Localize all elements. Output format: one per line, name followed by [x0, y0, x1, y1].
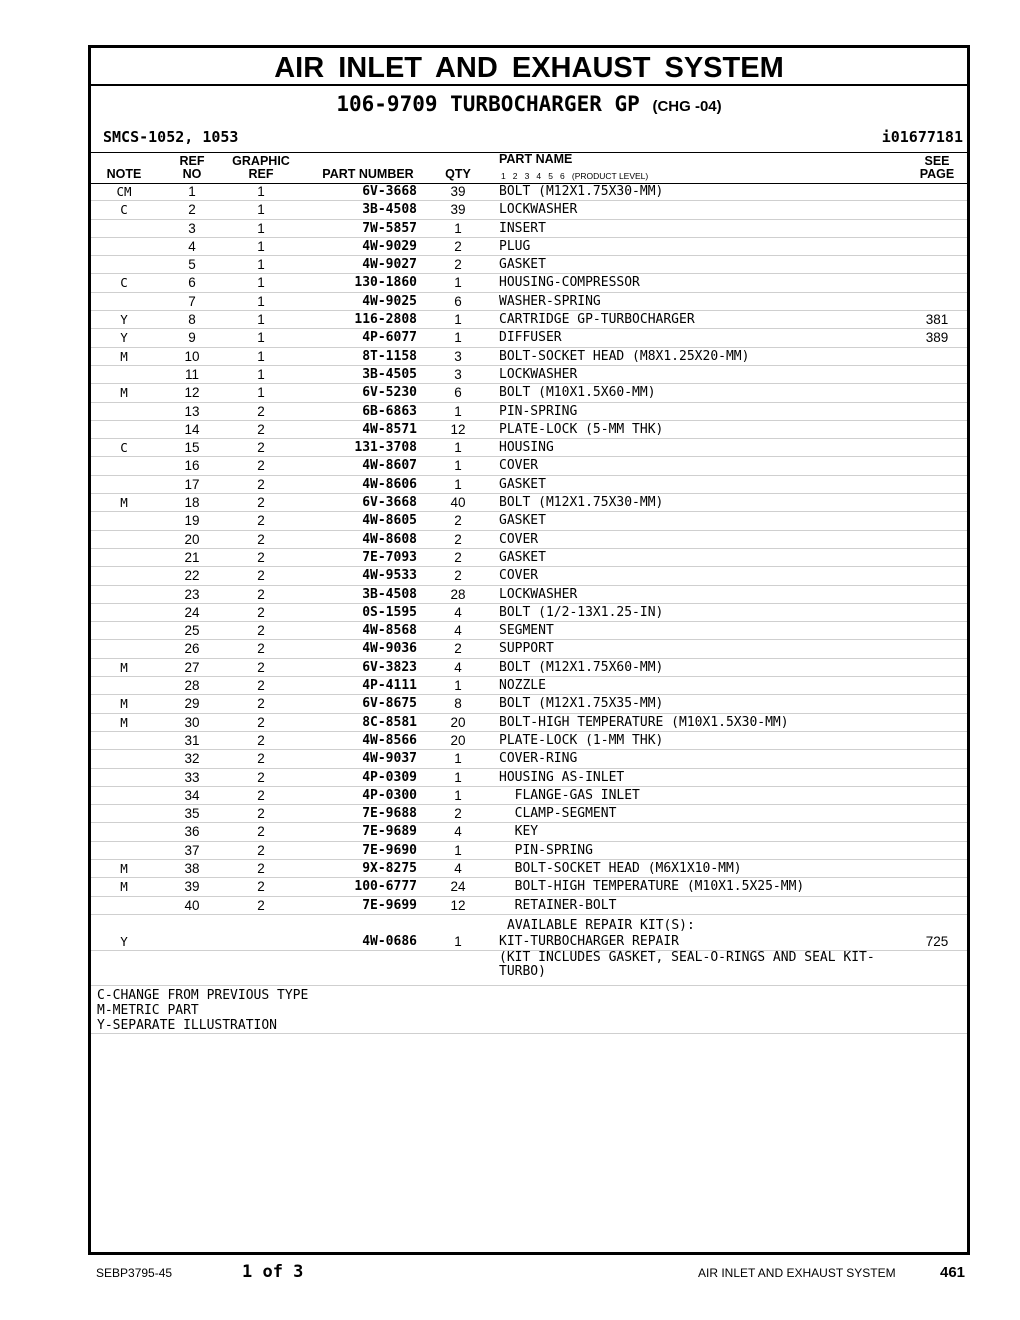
row-ref-no: 11	[184, 366, 199, 382]
row-graphic-ref: 1	[257, 275, 265, 291]
row-qty: 2	[454, 257, 462, 273]
row-part-name: PIN-SPRING	[499, 842, 593, 858]
row-graphic-ref: 1	[257, 293, 265, 309]
row-part-name: KEY	[499, 824, 539, 840]
row-qty: 8	[454, 696, 462, 712]
row-graphic-ref: 1	[257, 184, 265, 199]
row-graphic-ref: 2	[257, 421, 265, 437]
row-graphic-ref: 2	[257, 787, 265, 803]
row-part-name: BOLT (1/2-13X1.25-IN)	[499, 604, 664, 620]
row-qty: 2	[454, 531, 462, 547]
row-part-number: 3B-4508	[362, 202, 417, 218]
row-graphic-ref: 2	[257, 531, 265, 547]
row-part-number: 4W-8608	[362, 531, 417, 547]
row-note: Y	[120, 330, 128, 346]
row-qty: 4	[454, 604, 462, 620]
table-row	[91, 311, 967, 329]
table-row	[91, 366, 967, 384]
table-row	[91, 421, 967, 439]
row-ref-no: 9	[188, 330, 196, 346]
row-qty: 6	[454, 293, 462, 309]
row-part-number: 7E-9688	[362, 806, 417, 822]
row-graphic-ref: 1	[257, 220, 265, 236]
row-part-number: 8C-8581	[362, 714, 417, 730]
table-row	[91, 622, 967, 640]
row-qty: 2	[454, 513, 462, 529]
row-qty: 1	[454, 220, 462, 236]
row-part-name: RETAINER-BOLT	[499, 897, 617, 913]
row-ref-no: 28	[184, 678, 200, 694]
row-ref-no: 1	[188, 184, 196, 199]
group-title	[91, 92, 967, 116]
row-part-number: 4W-8607	[362, 458, 417, 474]
table-row	[91, 805, 967, 823]
row-ref-no: 21	[184, 549, 200, 565]
row-part-number: 4W-9029	[362, 238, 417, 254]
row-qty: 20	[450, 714, 466, 730]
col-graphic-top: GRAPHIC	[232, 154, 290, 168]
row-part-number: 131-3708	[354, 440, 417, 456]
row-part-name: BOLT (M12X1.75X30-MM)	[499, 184, 664, 199]
table-row	[91, 329, 967, 347]
row-graphic-ref: 2	[257, 678, 265, 694]
row-part-name: NOZZLE	[499, 678, 546, 694]
row-ref-no: 8	[188, 312, 196, 328]
row-graphic-ref: 2	[257, 403, 265, 419]
row-part-name: SUPPORT	[499, 641, 554, 657]
row-part-name: INSERT	[499, 220, 546, 236]
footer-sheet: 1 of 3	[242, 1262, 304, 1282]
row-part-number: 4W-9025	[362, 293, 417, 309]
kit-row	[91, 933, 967, 951]
row-part-number: 7E-9690	[362, 842, 417, 858]
row-part-name: CLAMP-SEGMENT	[499, 806, 617, 822]
row-qty: 1	[454, 312, 462, 328]
row-ref-no: 17	[184, 476, 200, 492]
row-graphic-ref: 2	[257, 641, 265, 657]
legend-item: M-METRIC PART	[97, 1003, 199, 1019]
row-graphic-ref: 1	[257, 330, 265, 346]
row-ref-no: 7	[188, 293, 196, 309]
row-ref-no: 22	[184, 568, 200, 584]
row-part-name: SEGMENT	[499, 623, 554, 639]
row-qty: 1	[454, 403, 462, 419]
row-see-page: 389	[925, 330, 949, 346]
table-row	[91, 293, 967, 311]
row-ref-no: 34	[184, 787, 200, 803]
row-note: M	[120, 879, 128, 895]
row-part-number: 4P-0300	[362, 787, 417, 803]
row-part-name: BOLT (M10X1.5X60-MM)	[499, 385, 656, 401]
row-graphic-ref: 2	[257, 604, 265, 620]
kit-description: (KIT INCLUDES GASKET, SEAL-O-RINGS AND SEAL KIT-TURBO)	[499, 950, 875, 980]
row-ref-no: 33	[184, 769, 200, 785]
table-row	[91, 384, 967, 402]
row-part-number: 4W-8606	[362, 476, 417, 492]
row-part-name: HOUSING AS-INLET	[499, 769, 625, 785]
table-row	[91, 640, 967, 658]
row-qty: 6	[454, 385, 462, 401]
table-row	[91, 201, 967, 219]
row-part-number: 130-1860	[354, 275, 417, 291]
row-part-name: COVER-RING	[499, 751, 578, 767]
row-part-number: 6V-5230	[362, 385, 417, 401]
row-part-name: LOCKWASHER	[499, 586, 578, 602]
col-note: NOTE	[106, 167, 142, 181]
row-qty: 12	[450, 421, 466, 437]
row-part-number: 6V-3823	[362, 659, 417, 675]
table-row	[91, 256, 967, 274]
footer-page-number: 461	[940, 1264, 966, 1281]
table-row	[91, 531, 967, 549]
smcs-code: SMCS-1052, 1053	[103, 128, 239, 146]
row-graphic-ref: 2	[257, 751, 265, 767]
row-part-name: HOUSING-COMPRESSOR	[499, 275, 640, 291]
col-ref-bottom: NO	[182, 167, 202, 181]
row-graphic-ref: 2	[257, 860, 265, 876]
row-ref-no: 32	[184, 751, 200, 767]
row-note: M	[120, 714, 128, 730]
table-row	[91, 659, 967, 677]
row-part-name: GASKET	[499, 513, 546, 529]
kit-see-page: 725	[925, 933, 949, 949]
row-ref-no: 35	[184, 806, 200, 822]
row-part-name: WASHER-SPRING	[499, 293, 601, 309]
row-graphic-ref: 2	[257, 879, 265, 895]
kit-heading: AVAILABLE REPAIR KIT(S):	[507, 917, 695, 933]
table-row	[91, 897, 967, 915]
col-see-bottom: PAGE	[919, 167, 955, 181]
table-row	[91, 183, 967, 201]
row-note: Y	[120, 312, 128, 328]
table-row	[91, 787, 967, 805]
row-part-name: BOLT (M12X1.75X60-MM)	[499, 659, 664, 675]
row-qty: 24	[450, 879, 466, 895]
table-row	[91, 348, 967, 366]
table-row	[91, 457, 967, 475]
row-qty: 4	[454, 860, 462, 876]
col-graphic-bottom: REF	[248, 167, 274, 181]
table-header	[91, 152, 967, 184]
row-graphic-ref: 2	[257, 824, 265, 840]
row-part-name: HOUSING	[499, 440, 554, 456]
row-ref-no: 25	[184, 623, 200, 639]
row-graphic-ref: 2	[257, 495, 265, 511]
row-part-name: BOLT (M12X1.75X35-MM)	[499, 696, 664, 712]
row-graphic-ref: 2	[257, 623, 265, 639]
kit-note: Y	[120, 933, 128, 949]
row-graphic-ref: 2	[257, 659, 265, 675]
row-qty: 2	[454, 549, 462, 565]
row-qty: 1	[454, 842, 462, 858]
col-qty: QTY	[445, 167, 471, 181]
row-graphic-ref: 2	[257, 842, 265, 858]
row-part-name: GASKET	[499, 476, 546, 492]
row-part-number: 6V-8675	[362, 696, 417, 712]
row-qty: 1	[454, 678, 462, 694]
table-row	[91, 714, 967, 732]
parts-list	[91, 183, 967, 1034]
table-row	[91, 823, 967, 841]
row-qty: 3	[454, 366, 462, 382]
table-row	[91, 476, 967, 494]
row-qty: 2	[454, 641, 462, 657]
table-row	[91, 220, 967, 238]
table-row	[91, 677, 967, 695]
kit-description-row	[91, 951, 967, 986]
kit-qty: 1	[454, 933, 462, 949]
row-ref-no: 10	[184, 348, 200, 364]
row-qty: 2	[454, 568, 462, 584]
row-graphic-ref: 2	[257, 513, 265, 529]
row-part-number: 4W-8605	[362, 513, 417, 529]
row-part-number: 3B-4508	[362, 586, 417, 602]
row-qty: 2	[454, 238, 462, 254]
row-qty: 1	[454, 440, 462, 456]
row-part-name: LOCKWASHER	[499, 202, 578, 218]
row-ref-no: 30	[184, 714, 200, 730]
row-qty: 39	[450, 184, 466, 199]
row-ref-no: 36	[184, 824, 200, 840]
row-qty: 1	[454, 275, 462, 291]
row-part-name: COVER	[499, 531, 539, 547]
row-qty: 1	[454, 787, 462, 803]
row-qty: 20	[450, 732, 466, 748]
row-part-name: PLATE-LOCK (1-MM THK)	[499, 732, 664, 748]
row-part-number: 4P-4111	[362, 678, 417, 694]
row-ref-no: 23	[184, 586, 200, 602]
table-row	[91, 494, 967, 512]
row-part-name: CARTRIDGE GP-TURBOCHARGER	[499, 312, 695, 328]
row-graphic-ref: 2	[257, 769, 265, 785]
row-ref-no: 37	[184, 842, 200, 858]
row-part-name: LOCKWASHER	[499, 366, 578, 382]
row-graphic-ref: 2	[257, 586, 265, 602]
row-note: M	[120, 696, 128, 712]
row-ref-no: 13	[184, 403, 200, 419]
row-note: M	[120, 659, 128, 675]
row-graphic-ref: 2	[257, 806, 265, 822]
row-note: C	[120, 202, 128, 218]
row-part-number: 6V-3668	[362, 184, 417, 199]
row-note: M	[120, 385, 128, 401]
row-part-name: PLATE-LOCK (5-MM THK)	[499, 421, 664, 437]
table-row	[91, 842, 967, 860]
illustration-id: i01677181	[881, 128, 963, 146]
row-part-number: 4W-9533	[362, 568, 417, 584]
kit-name: KIT-TURBOCHARGER REPAIR	[499, 933, 680, 949]
row-qty: 40	[450, 495, 466, 511]
row-qty: 4	[454, 659, 462, 675]
row-part-number: 0S-1595	[362, 604, 417, 620]
row-ref-no: 39	[184, 879, 200, 895]
row-ref-no: 2	[188, 202, 196, 218]
row-part-number: 8T-1158	[362, 348, 417, 364]
row-part-number: 116-2808	[354, 312, 417, 328]
row-ref-no: 20	[184, 531, 200, 547]
row-ref-no: 4	[188, 238, 196, 254]
col-part-name: PART NAME	[499, 152, 573, 166]
row-graphic-ref: 2	[257, 568, 265, 584]
table-row	[91, 860, 967, 878]
notes-legend	[91, 986, 967, 1034]
row-graphic-ref: 1	[257, 312, 265, 328]
footer-section: AIR INLET AND EXHAUST SYSTEM	[698, 1266, 896, 1280]
row-ref-no: 27	[184, 659, 200, 675]
row-qty: 2	[454, 806, 462, 822]
kit-heading-row	[91, 915, 967, 933]
table-row	[91, 512, 967, 530]
row-graphic-ref: 2	[257, 696, 265, 712]
row-ref-no: 26	[184, 641, 200, 657]
row-part-number: 4P-0309	[362, 769, 417, 785]
row-graphic-ref: 2	[257, 440, 265, 456]
table-row	[91, 586, 967, 604]
row-ref-no: 19	[184, 513, 200, 529]
table-row	[91, 238, 967, 256]
row-part-name: BOLT-SOCKET HEAD (M6X1X10-MM)	[499, 860, 742, 876]
row-note: M	[120, 860, 128, 876]
parts-page-frame	[88, 45, 970, 1255]
row-graphic-ref: 2	[257, 714, 265, 730]
table-row	[91, 695, 967, 713]
row-part-name: GASKET	[499, 549, 546, 565]
row-part-number: 7W-5857	[362, 220, 417, 236]
row-graphic-ref: 1	[257, 257, 265, 273]
row-part-name: PLUG	[499, 238, 531, 254]
change-level: (CHG -04)	[652, 98, 722, 115]
row-graphic-ref: 2	[257, 897, 265, 913]
col-product-level: 1 2 3 4 5 6 (PRODUCT LEVEL)	[501, 171, 649, 181]
row-part-name: COVER	[499, 568, 539, 584]
row-ref-no: 15	[184, 440, 200, 456]
row-qty: 39	[450, 202, 466, 218]
kit-part-number: 4W-0686	[362, 933, 417, 949]
row-note: CM	[116, 184, 132, 199]
row-note: C	[120, 275, 128, 291]
row-note: M	[120, 495, 128, 511]
row-part-number: 100-6777	[354, 879, 417, 895]
table-row	[91, 567, 967, 585]
row-qty: 12	[450, 897, 466, 913]
row-part-name: COVER	[499, 458, 539, 474]
row-ref-no: 16	[184, 458, 200, 474]
row-part-number: 6B-6863	[362, 403, 417, 419]
row-note: M	[120, 348, 128, 364]
row-qty: 4	[454, 623, 462, 639]
row-part-number: 9X-8275	[362, 860, 417, 876]
row-ref-no: 31	[184, 732, 200, 748]
row-part-name: BOLT-SOCKET HEAD (M8X1.25X20-MM)	[499, 348, 750, 364]
row-qty: 1	[454, 458, 462, 474]
col-part-number: PART NUMBER	[322, 167, 414, 181]
row-qty: 1	[454, 769, 462, 785]
row-graphic-ref: 2	[257, 458, 265, 474]
row-ref-no: 5	[188, 257, 196, 273]
row-graphic-ref: 2	[257, 476, 265, 492]
table-row	[91, 604, 967, 622]
legend-item: Y-SEPARATE ILLUSTRATION	[97, 1018, 278, 1034]
row-ref-no: 14	[184, 421, 200, 437]
row-part-number: 7E-7093	[362, 549, 417, 565]
table-row	[91, 750, 967, 768]
row-part-number: 3B-4505	[362, 366, 417, 382]
row-graphic-ref: 2	[257, 549, 265, 565]
page-title: AIR INLET AND EXHAUST SYSTEM	[91, 48, 967, 86]
row-ref-no: 18	[184, 495, 200, 511]
row-part-number: 6V-3668	[362, 495, 417, 511]
row-qty: 1	[454, 330, 462, 346]
row-ref-no: 6	[188, 275, 196, 291]
row-part-number: 7E-9689	[362, 824, 417, 840]
row-part-number: 4P-6077	[362, 330, 417, 346]
row-part-name: GASKET	[499, 257, 546, 273]
row-qty: 4	[454, 824, 462, 840]
row-qty: 1	[454, 751, 462, 767]
row-part-number: 4W-8568	[362, 623, 417, 639]
row-graphic-ref: 1	[257, 202, 265, 218]
col-ref-top: REF	[179, 154, 205, 168]
col-see-top: SEE	[924, 154, 950, 168]
row-part-number: 4W-9036	[362, 641, 417, 657]
row-part-name: FLANGE-GAS INLET	[499, 787, 640, 803]
row-ref-no: 29	[184, 696, 200, 712]
row-graphic-ref: 1	[257, 366, 265, 382]
row-ref-no: 12	[184, 385, 200, 401]
row-graphic-ref: 1	[257, 238, 265, 254]
row-qty: 28	[450, 586, 466, 602]
row-part-number: 4W-8571	[362, 421, 417, 437]
row-ref-no: 40	[184, 897, 200, 913]
table-row	[91, 769, 967, 787]
row-part-name: BOLT (M12X1.75X30-MM)	[499, 495, 664, 511]
row-graphic-ref: 1	[257, 348, 265, 364]
row-ref-no: 24	[184, 604, 200, 620]
row-graphic-ref: 2	[257, 732, 265, 748]
row-part-number: 4W-9027	[362, 257, 417, 273]
table-row	[91, 439, 967, 457]
row-part-number: 4W-9037	[362, 751, 417, 767]
row-note: C	[120, 440, 128, 456]
row-qty: 1	[454, 476, 462, 492]
row-qty: 3	[454, 348, 462, 364]
row-see-page: 381	[925, 312, 949, 328]
row-part-number: 7E-9699	[362, 897, 417, 913]
row-part-name: BOLT-HIGH TEMPERATURE (M10X1.5X25-MM)	[499, 879, 805, 895]
row-part-name: DIFFUSER	[499, 330, 562, 346]
row-part-number: 4W-8566	[362, 732, 417, 748]
group-title-text: 106-9709 TURBOCHARGER GP	[336, 92, 640, 116]
table-row	[91, 878, 967, 896]
table-row	[91, 549, 967, 567]
table-row	[91, 274, 967, 292]
table-row	[91, 403, 967, 421]
row-ref-no: 3	[188, 220, 196, 236]
footer-doc-id: SEBP3795-45	[96, 1266, 173, 1280]
row-graphic-ref: 1	[257, 385, 265, 401]
row-part-name: BOLT-HIGH TEMPERATURE (M10X1.5X30-MM)	[499, 714, 789, 730]
table-row	[91, 732, 967, 750]
legend-item: C-CHANGE FROM PREVIOUS TYPE	[97, 988, 309, 1004]
row-part-name: PIN-SPRING	[499, 403, 578, 419]
row-ref-no: 38	[184, 860, 200, 876]
